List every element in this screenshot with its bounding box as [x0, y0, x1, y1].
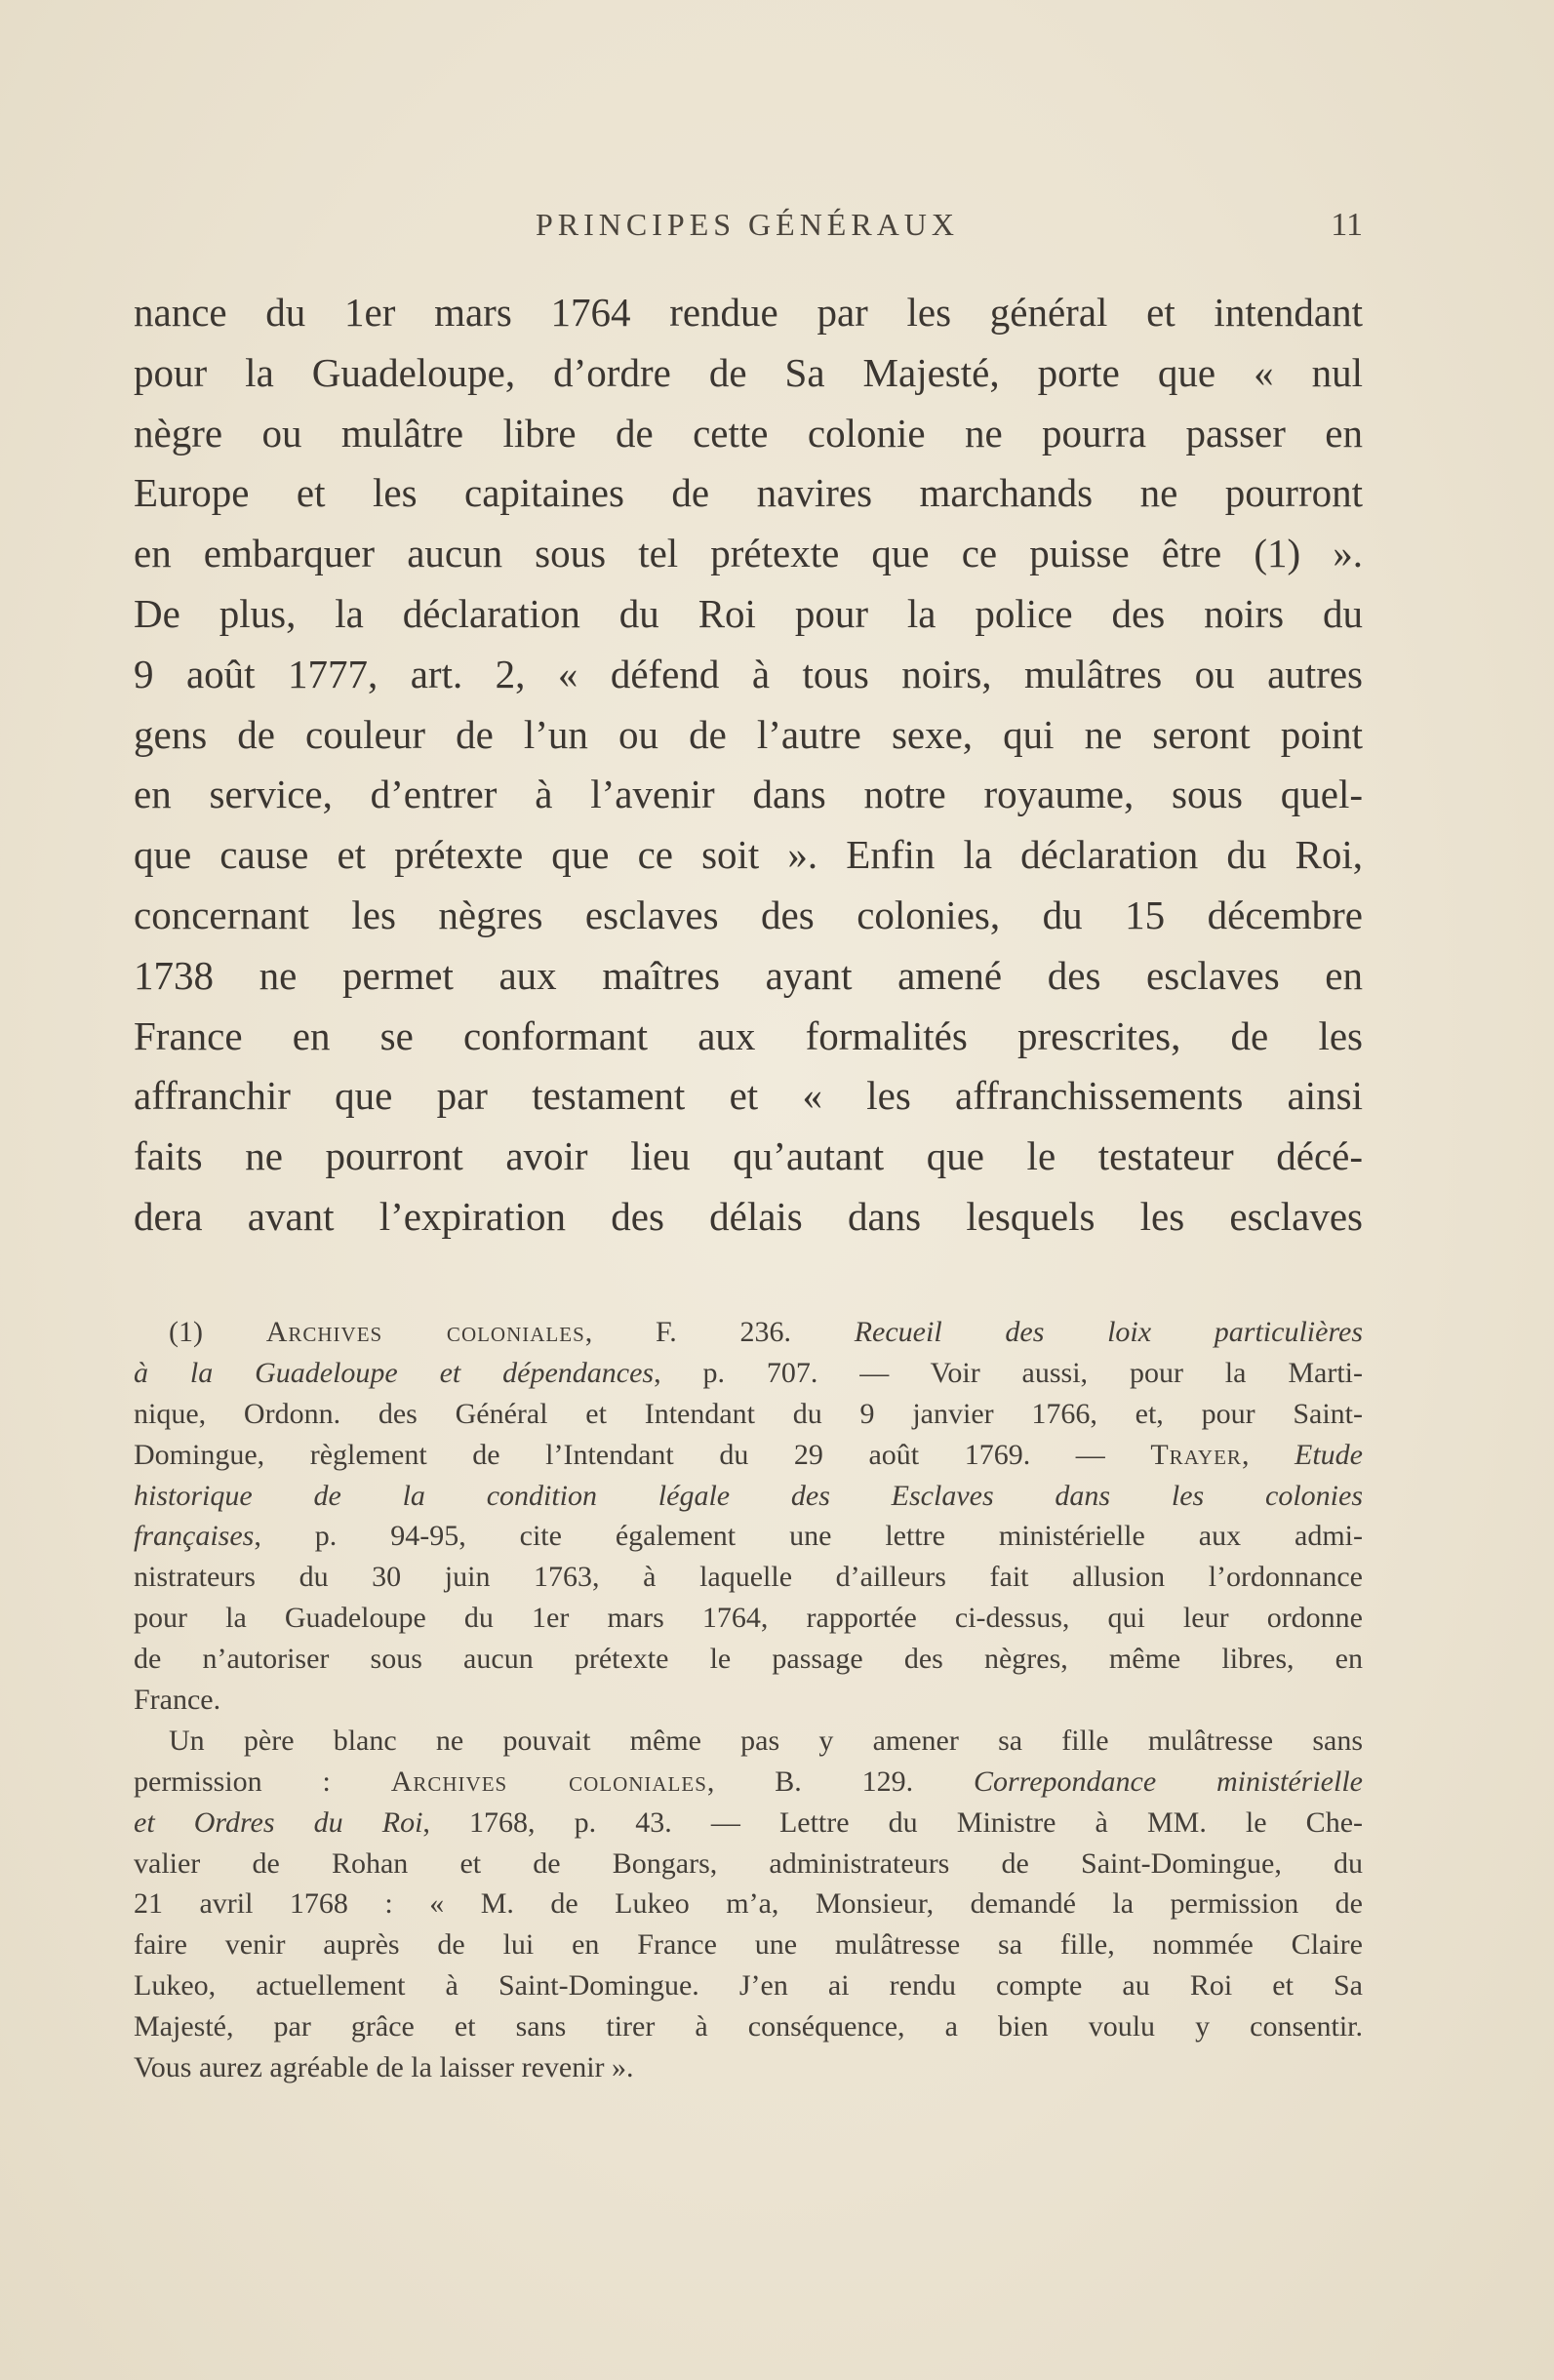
text-line: De plus, la déclaration du Roi pour la police des noirs du — [134, 590, 1363, 636]
source-name: Archives coloniales — [390, 1765, 707, 1798]
text-line: faits ne pourront avoir lieu qu’autant que le testateur décé- — [134, 1133, 1363, 1179]
footnote-text: , B. 129. — [706, 1765, 974, 1798]
text-line: Europe et les capitaines de navires marchands ne pourront — [134, 470, 1363, 516]
footnote-line — [134, 1516, 1363, 1557]
footnote-line: Lukeo, actuellement à Saint-Domingue. J’en ai rendu compte au Roi et Sa — [134, 1969, 1363, 2003]
footnote-text: Domingue, règlement de l’Intendant du 29 août 1769. — — [134, 1438, 1151, 1471]
footnote-line: Majesté, par grâce et sans tirer à conséquence, a bien voulu y consentir. — [134, 2010, 1363, 2043]
footnote-text: permission : — [134, 1765, 391, 1798]
footnote-line: France. — [134, 1684, 221, 1717]
footnote-line: pour la Guadeloupe du 1er mars 1764, rapportée ci-dessus, qui leur ordonne — [134, 1602, 1363, 1635]
text-line: en embarquer aucun sous tel prétexte que ce puisse être (1) ». — [134, 531, 1363, 576]
footnote-line: Un père blanc ne pouvait même pas y amener sa fille mulâtresse sans — [169, 1724, 1363, 1757]
footnote-line: de n’autoriser sous aucun prétexte le passage des nègres, même libres, en — [134, 1643, 1363, 1676]
work-title: françaises — [134, 1520, 255, 1553]
footnote-line — [134, 1762, 1363, 1803]
footnote-line — [134, 1435, 1363, 1476]
work-title: et Ordres du Roi — [134, 1805, 423, 1839]
text-line: en service, d’entrer à l’avenir dans notre royaume, sous quel- — [134, 772, 1363, 817]
text-line: dera avant l’expiration des délais dans lesquels les esclaves — [134, 1193, 1363, 1239]
footnote-line — [134, 1803, 1363, 1844]
footnote-marker: (1) — [169, 1316, 266, 1348]
text-line: nance du 1er mars 1764 rendue par les général et intendant — [134, 290, 1363, 335]
running-head — [132, 207, 1363, 256]
page-number: 11 — [1331, 207, 1363, 243]
text-line: nègre ou mulâtre libre de cette colonie ne pourra passer en — [134, 410, 1363, 456]
footnote-line: faire venir auprès de lui en France une mulâtresse sa fille, nommée Claire — [134, 1928, 1363, 1962]
text-line: 1738 ne permet aux maîtres ayant amené des esclaves en — [134, 952, 1363, 998]
author-name: Trayer — [1150, 1438, 1242, 1471]
footnote-line — [134, 1353, 1363, 1394]
footnote-line: nistrateurs du 30 juin 1763, à laquelle d’ailleurs fait allusion l’ordonnance — [134, 1561, 1363, 1594]
text-line: concernant les nègres esclaves des colonies, du 15 décembre — [134, 892, 1363, 937]
work-title: Recueil des loix particulières — [854, 1316, 1363, 1348]
footnote-text: , p. 707. — Voir aussi, pour la Marti- — [654, 1356, 1363, 1389]
footnote-text: , p. 94-95, cite également une lettre ministérielle aux admi- — [254, 1520, 1363, 1553]
source-name: Archives coloniales — [265, 1316, 585, 1348]
footnote-text: , 1768, p. 43. — Lettre du Ministre à MM. le Che- — [422, 1805, 1363, 1839]
work-title: à la Guadeloupe et dépendances — [134, 1356, 655, 1389]
running-title: PRINCIPES GÉNÉRAUX — [535, 207, 960, 242]
footnote-text: , — [1241, 1438, 1295, 1471]
footnote-line: Vous aurez agréable de la laisser revenir ». — [134, 2051, 634, 2084]
work-title: Correpondance ministérielle — [973, 1765, 1363, 1798]
footnote-line: historique de la condition légale des Esclaves dans les colonies — [134, 1479, 1363, 1512]
main-text — [134, 283, 1363, 1248]
footnotes — [134, 1312, 1363, 2088]
text-line: France en se conformant aux formalités prescrites, de les — [134, 1012, 1363, 1058]
text-line: affranchir que par testament et « les affranchissements ainsi — [134, 1073, 1363, 1119]
footnote-text: , F. 236. — [584, 1316, 855, 1348]
work-title: Etude — [1295, 1438, 1363, 1471]
footnote-line — [134, 1312, 1363, 1353]
footnote-line: nique, Ordonn. des Général et Intendant du 9 janvier 1766, et, pour Saint- — [134, 1397, 1363, 1430]
footnote-line: valier de Rohan et de Bongars, administrateurs de Saint-Domingue, du — [134, 1846, 1363, 1880]
footnote-line: 21 avril 1768 : « M. de Lukeo m’a, Monsieur, demandé la permission de — [134, 1887, 1363, 1921]
text-line: pour la Guadeloupe, d’ordre de Sa Majesté, porte que « nul — [134, 349, 1363, 395]
text-line: 9 août 1777, art. 2, « défend à tous noirs, mulâtres ou autres — [134, 651, 1363, 696]
text-line: que cause et prétexte que ce soit ». Enfin la déclaration du Roi, — [134, 832, 1363, 878]
text-line: gens de couleur de l’un ou de l’autre sexe, qui ne seront point — [134, 711, 1363, 757]
